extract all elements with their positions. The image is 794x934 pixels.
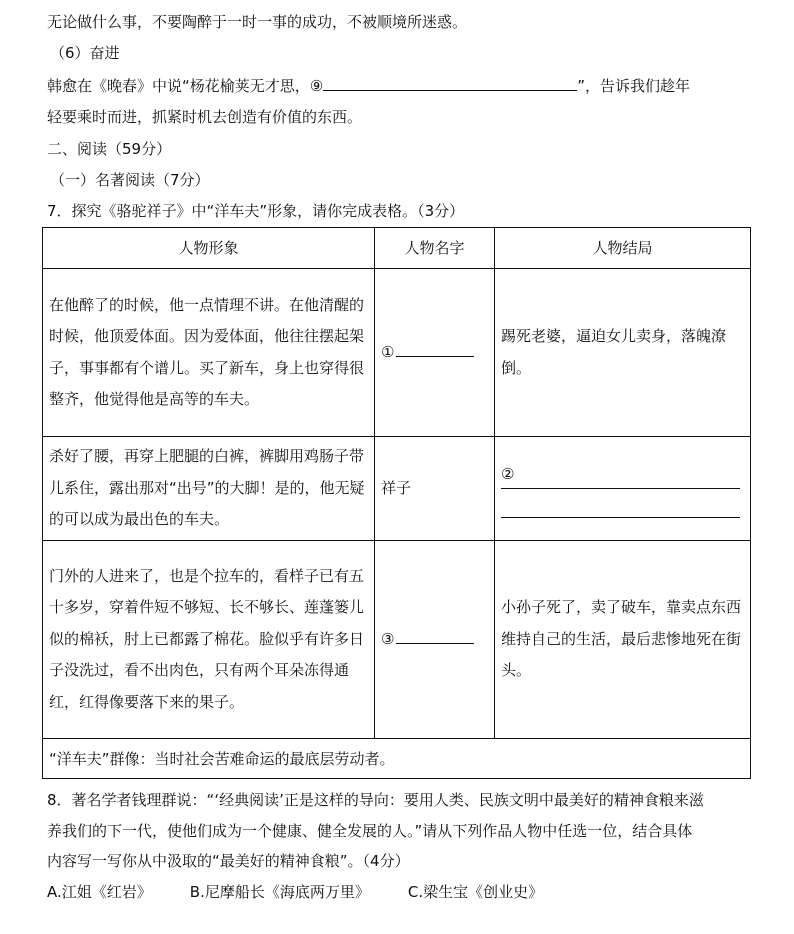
q7-prompt: 7．探究《骆驼祥子》中“洋车夫”形象，请你完成表格。（3分） bbox=[47, 202, 465, 220]
table-footer: “洋车夫”群像：当时社会苦难命运的最底层劳动者。 bbox=[43, 739, 751, 779]
q8-line2: 养我们的下一代，使他们成为一个健康、健全发展的人。”请从下列作品人物中任选一位，结合具体 bbox=[47, 822, 693, 840]
row3-shape: 门外的人进来了，也是个拉车的，看样子已有五十多岁，穿着件短不够短、长不够长、莲蓬篓儿似的棉袄，肘上已都露了棉花。脸似乎有许多日子没洗过，看不出肉色，只有两个耳朵冻得通红，红得像要落下来的果子。 bbox=[43, 541, 375, 739]
answer-blank-2-line2[interactable] bbox=[501, 489, 740, 518]
item6-line2: 轻要乘时而进，抓紧时机去创造有价值的东西。 bbox=[47, 108, 363, 126]
header-ending: 人物结局 bbox=[495, 228, 751, 269]
table-header-row bbox=[43, 228, 751, 269]
character-table bbox=[42, 227, 751, 779]
row3-ending: 小孙子死了，卖了破车，靠卖点东西维持自己的生活，最后悲惨地死在街头。 bbox=[495, 541, 751, 739]
row3-name-marker: ③ bbox=[381, 629, 395, 648]
q8-option-a: A.江姐《红岩》 bbox=[47, 883, 152, 901]
q8-option-b: B.尼摩船长《海底两万里》 bbox=[189, 883, 370, 901]
table-row bbox=[43, 437, 751, 541]
row2-ending bbox=[495, 437, 751, 541]
answer-blank-3[interactable] bbox=[396, 629, 474, 644]
answer-blank-2-line1[interactable] bbox=[501, 460, 740, 489]
header-name: 人物名字 bbox=[375, 228, 495, 269]
answer-blank-9[interactable] bbox=[323, 75, 577, 91]
row2-name: 祥子 bbox=[375, 437, 495, 541]
q8-options bbox=[47, 882, 543, 902]
item6-line1 bbox=[47, 75, 690, 96]
row1-ending: 踢死老婆，逼迫女儿卖身，落魄潦倒。 bbox=[495, 269, 751, 437]
q8-option-c: C.梁生宝《创业史》 bbox=[407, 883, 544, 901]
item6-line1-before: 韩愈在《晚春》中说“杨花榆荚无才思，⑨ bbox=[47, 77, 324, 95]
table-footer-row bbox=[43, 739, 751, 779]
item6-heading: （6）奋进 bbox=[50, 44, 120, 62]
item6-line1-after: ”，告诉我们趁年 bbox=[577, 77, 691, 95]
intro-tail-text: 无论做什么事，不要陶醉于一时一事的成功，不被顺境所迷惑。 bbox=[47, 13, 468, 31]
row1-name bbox=[375, 269, 495, 437]
row3-name bbox=[375, 541, 495, 739]
row2-ending-marker: ② bbox=[501, 464, 515, 483]
row1-name-marker: ① bbox=[381, 342, 395, 361]
q8-line3: 内容写一写你从中汲取的“最美好的精神食粮”。（4分） bbox=[47, 852, 410, 870]
subsection1-heading: （一）名著阅读（7分） bbox=[50, 171, 210, 189]
row2-shape: 杀好了腰，再穿上肥腿的白裤，裤脚用鸡肠子带儿系住，露出那对“出号”的大脚！是的，他无疑的可以成为最出色的车夫。 bbox=[43, 437, 375, 541]
answer-blank-1[interactable] bbox=[396, 342, 474, 357]
section2-heading: 二、阅读（59分） bbox=[47, 140, 172, 158]
header-shape: 人物形象 bbox=[43, 228, 375, 269]
q8-line1: 8．著名学者钱理群说：“‘经典阅读’正是这样的导向：要用人类、民族文明中最美好的精神食粮来滋 bbox=[47, 791, 704, 809]
table-row bbox=[43, 269, 751, 437]
row1-shape: 在他醉了的时候，他一点情理不讲。在他清醒的时候，他顶爱体面。因为爱体面，他往往摆起架子，事事都有个谱儿。买了新车，身上也穿得很整齐，他觉得他是高等的车夫。 bbox=[43, 269, 375, 437]
table-row bbox=[43, 541, 751, 739]
